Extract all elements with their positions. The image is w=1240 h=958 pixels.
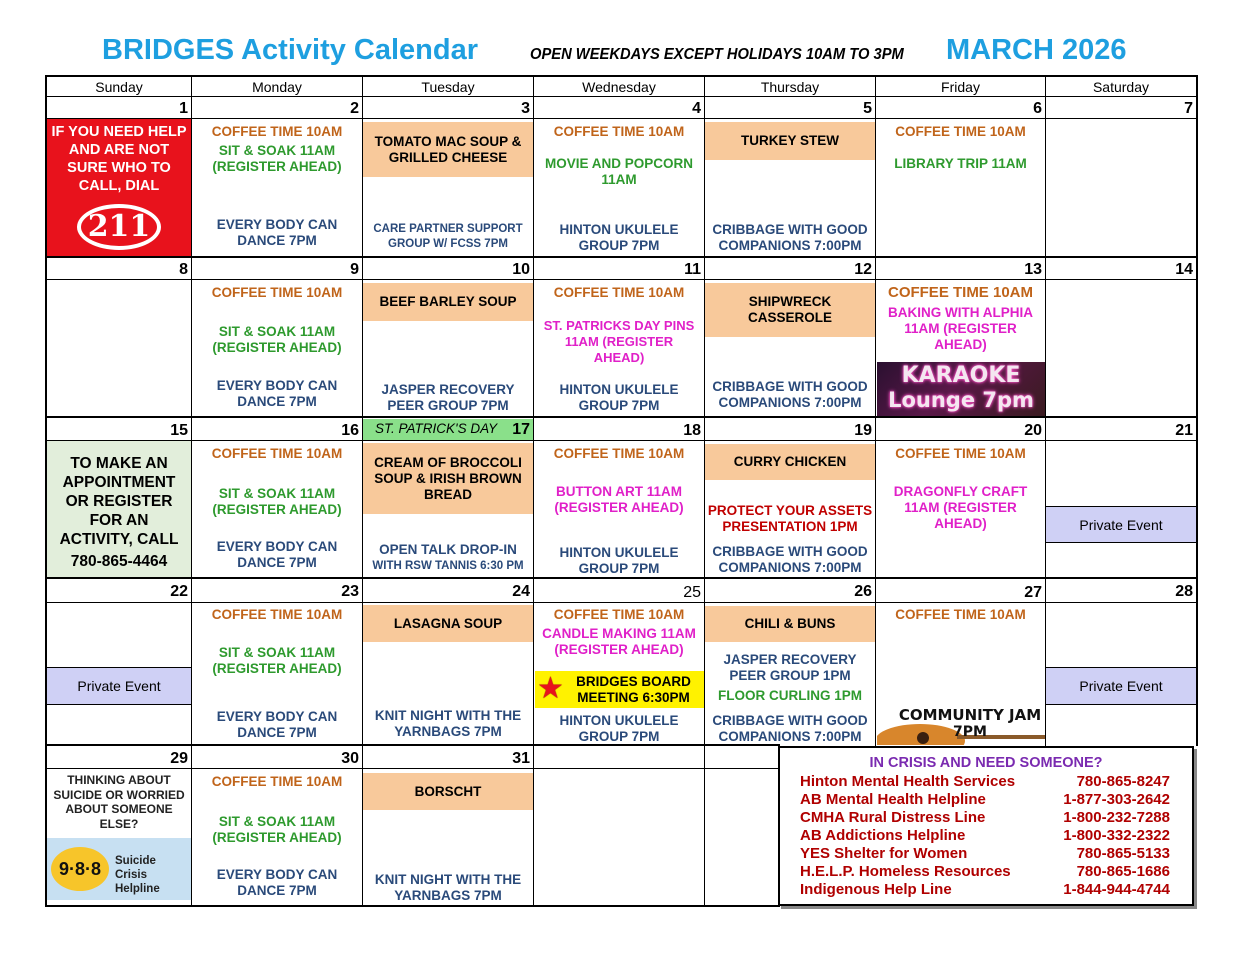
crisis-lines-box xyxy=(778,746,1194,906)
pins-craft-event: ST. PATRICKS DAY PINS 11AM (REGISTER AHEAD) xyxy=(543,318,695,365)
header-sunday: Sunday xyxy=(95,79,143,95)
soup-of-day: CURRY CHICKEN xyxy=(705,444,875,480)
sit-soak: SIT & SOAK 11AM (REGISTER AHEAD) xyxy=(212,645,342,676)
help-211-box xyxy=(47,119,191,256)
coffee-time: COFFEE TIME 10AM xyxy=(211,774,343,789)
ukulele-event: HINTON UKULELE GROUP 7PM xyxy=(559,222,679,253)
floor-curling-event: FLOOR CURLING 1PM xyxy=(718,688,862,703)
crisis-line: AB Addictions Helpline 1-800-332-2322 xyxy=(800,827,1170,844)
crisis-line: AB Mental Health Helpline 1-877-303-2642 xyxy=(800,791,1170,808)
holiday-label: ST. PATRICK'S DAY xyxy=(375,421,498,436)
date-number: 19 xyxy=(854,422,872,439)
crisis-line: H.E.L.P. Homeless Resources 780-865-1686 xyxy=(800,863,1170,880)
karaoke-title: KARAOKE xyxy=(901,363,1021,388)
care-partner-event: CARE PARTNER SUPPORT GROUP W/ FCSS 7PM xyxy=(373,223,523,250)
sit-soak: SIT & SOAK 11AM (REGISTER AHEAD) xyxy=(212,143,342,174)
star-icon: ★ xyxy=(537,672,564,705)
appointment-phone: 780-865-4464 xyxy=(70,553,168,570)
knit-night-event: KNIT NIGHT WITH THE YARNBAGS 7PM xyxy=(374,872,522,903)
coffee-time: COFFEE TIME 10AM xyxy=(895,607,1026,622)
date-number: 20 xyxy=(1024,422,1042,439)
coffee-time: COFFEE TIME 10AM xyxy=(211,124,343,139)
dance-event: EVERY BODY CAN DANCE 7PM xyxy=(216,378,338,409)
header-wednesday: Wednesday xyxy=(582,79,656,95)
knit-night-event: KNIT NIGHT WITH THE YARNBAGS 7PM xyxy=(374,708,522,739)
jasper-recovery-event: JASPER RECOVERY PEER GROUP 1PM xyxy=(723,652,857,683)
dragonfly-craft-event: DRAGONFLY CRAFT 11AM (REGISTER AHEAD) xyxy=(893,484,1028,531)
dance-event: EVERY BODY CAN DANCE 7PM xyxy=(216,867,338,898)
date-number: 2 xyxy=(350,100,359,117)
help-text: SURE WHO TO xyxy=(67,160,171,176)
date-number: 18 xyxy=(683,422,701,439)
candle-making-event: CANDLE MAKING 11AM (REGISTER AHEAD) xyxy=(542,626,696,657)
date-number: 4 xyxy=(692,100,701,117)
help-text: AND ARE NOT xyxy=(68,142,170,158)
private-event: Private Event xyxy=(1046,667,1196,705)
header-tuesday: Tuesday xyxy=(421,79,475,95)
soup-of-day: CHILI & BUNS xyxy=(705,606,875,642)
community-jam-banner xyxy=(877,706,1045,745)
open-talk-event: OPEN TALK DROP-IN WITH RSW TANNIS 6:30 PM xyxy=(372,542,524,572)
date-number: 15 xyxy=(170,422,188,439)
ukulele-event: HINTON UKULELE GROUP 7PM xyxy=(559,545,679,576)
cribbage-event: CRIBBAGE WITH GOOD COMPANIONS 7:00PM xyxy=(712,544,868,575)
ukulele-event: HINTON UKULELE GROUP 7PM xyxy=(559,382,679,413)
header-monday: Monday xyxy=(252,79,302,95)
date-number: 9 xyxy=(350,261,359,278)
date-number: 5 xyxy=(863,100,872,117)
soup-of-day: TOMATO MAC SOUP & GRILLED CHEESE xyxy=(363,122,533,177)
988-badge: 9·8·8 xyxy=(51,847,109,891)
date-number: 16 xyxy=(341,422,359,439)
jam-time: 7PM xyxy=(953,724,987,740)
coffee-time: COFFEE TIME 10AM xyxy=(553,607,685,622)
button-art-event: BUTTON ART 11AM (REGISTER AHEAD) xyxy=(554,484,684,515)
hours-subtitle: OPEN WEEKDAYS EXCEPT HOLIDAYS 10AM TO 3PM xyxy=(530,46,904,63)
date-number: 6 xyxy=(1033,100,1042,117)
988-helpline-box xyxy=(47,838,191,900)
header-friday: Friday xyxy=(941,79,980,95)
karaoke-banner xyxy=(877,362,1045,416)
soup-of-day: LASAGNA SOUP xyxy=(363,605,533,642)
jam-title: COMMUNITY JAM xyxy=(898,706,1042,724)
988-label: Suicide Crisis Helpline xyxy=(115,855,160,895)
soup-of-day: BORSCHT xyxy=(363,773,533,810)
date-number: 29 xyxy=(170,750,188,767)
header-saturday: Saturday xyxy=(1092,79,1150,95)
coffee-time: COFFEE TIME 10AM xyxy=(553,124,685,139)
date-number: 30 xyxy=(341,750,359,767)
holiday-banner xyxy=(363,419,533,440)
soup-of-day: SHIPWRECK CASSEROLE xyxy=(705,283,875,337)
coffee-time: COFFEE TIME 10AM xyxy=(211,285,343,300)
dance-event: EVERY BODY CAN DANCE 7PM xyxy=(216,539,338,570)
date-number: 17 xyxy=(512,421,530,438)
date-number: 14 xyxy=(1175,261,1193,278)
date-number: 27 xyxy=(1024,584,1042,601)
coffee-time: COFFEE TIME 10AM xyxy=(553,446,685,461)
crisis-line: YES Shelter for Women 780-865-5133 xyxy=(800,845,1170,862)
coffee-time: COFFEE TIME 10AM xyxy=(887,284,1033,301)
date-number: 26 xyxy=(854,583,872,600)
date-number: 31 xyxy=(512,750,530,767)
date-number: 7 xyxy=(1184,100,1193,117)
date-number: 22 xyxy=(170,583,188,600)
cribbage-event: CRIBBAGE WITH GOOD COMPANIONS 7:00PM xyxy=(712,713,868,744)
board-meeting-box xyxy=(535,671,704,708)
date-number: 21 xyxy=(1175,422,1193,439)
dance-event: EVERY BODY CAN DANCE 7PM xyxy=(216,709,338,740)
crisis-line: CMHA Rural Distress Line 1-800-232-7288 xyxy=(800,809,1170,826)
movie-event: MOVIE AND POPCORN 11AM xyxy=(544,156,693,187)
date-number: 24 xyxy=(512,583,530,600)
cribbage-event: CRIBBAGE WITH GOOD COMPANIONS 7:00PM xyxy=(712,222,868,253)
sit-soak: SIT & SOAK 11AM (REGISTER AHEAD) xyxy=(212,814,342,845)
crisis-title: IN CRISIS AND NEED SOMEONE? xyxy=(869,755,1103,771)
date-number: 25 xyxy=(683,584,701,601)
date-number: 10 xyxy=(512,261,530,278)
211-badge: 211 xyxy=(77,204,161,250)
coffee-time: COFFEE TIME 10AM xyxy=(211,446,343,461)
page-title: BRIDGES Activity Calendar xyxy=(102,34,479,66)
appointment-info-box: TO MAKE AN APPOINTMENT OR REGISTER FOR AN ACTIVITY, CALL 780-865-4464 xyxy=(47,441,191,577)
coffee-time: COFFEE TIME 10AM xyxy=(211,607,343,622)
help-text: IF YOU NEED HELP xyxy=(51,124,187,140)
date-number: 8 xyxy=(179,261,188,278)
sit-soak: SIT & SOAK 11AM (REGISTER AHEAD) xyxy=(212,486,342,517)
soup-of-day: CREAM OF BROCCOLI SOUP & IRISH BROWN BREAD xyxy=(363,443,533,514)
help-text: CALL, DIAL xyxy=(78,178,160,194)
crisis-line: Indigenous Help Line 1-844-944-4744 xyxy=(800,881,1170,898)
date-number: 13 xyxy=(1024,261,1042,278)
date-number: 23 xyxy=(341,583,359,600)
soup-of-day: TURKEY STEW xyxy=(705,122,875,160)
baking-event: BAKING WITH ALPHIA 11AM (REGISTER AHEAD) xyxy=(888,305,1033,352)
protect-assets-event: PROTECT YOUR ASSETS PRESENTATION 1PM xyxy=(707,503,873,534)
month-title: MARCH 2026 xyxy=(946,34,1127,66)
crisis-line: Hinton Mental Health Services 780-865-8247 xyxy=(800,773,1170,790)
date-number: 28 xyxy=(1175,583,1193,600)
jasper-recovery-event: JASPER RECOVERY PEER GROUP 7PM xyxy=(381,382,515,413)
ukulele-event: HINTON UKULELE GROUP 7PM xyxy=(559,713,679,744)
private-event: Private Event xyxy=(47,667,191,705)
library-event: LIBRARY TRIP 11AM xyxy=(894,156,1027,171)
karaoke-time: Lounge 7pm xyxy=(888,388,1034,412)
soup-of-day: BEEF BARLEY SOUP xyxy=(363,283,533,321)
coffee-time: COFFEE TIME 10AM xyxy=(553,285,685,300)
sit-soak: SIT & SOAK 11AM (REGISTER AHEAD) xyxy=(212,324,342,355)
private-event: Private Event xyxy=(1046,506,1196,543)
board-meeting-text: BRIDGES BOARD MEETING 6:30PM xyxy=(576,674,691,705)
header-thursday: Thursday xyxy=(760,79,820,95)
coffee-time: COFFEE TIME 10AM xyxy=(895,446,1026,461)
date-number: 1 xyxy=(179,100,188,117)
coffee-time: COFFEE TIME 10AM xyxy=(895,124,1026,139)
date-number: 11 xyxy=(684,261,701,278)
date-number: 12 xyxy=(854,261,872,278)
cribbage-event: CRIBBAGE WITH GOOD COMPANIONS 7:00PM xyxy=(712,379,868,410)
suicide-prompt: THINKING ABOUT SUICIDE OR WORRIED ABOUT SOMEONE ELSE? xyxy=(53,773,185,831)
dance-event: EVERY BODY CAN DANCE 7PM xyxy=(216,217,338,248)
date-number: 3 xyxy=(521,100,530,117)
